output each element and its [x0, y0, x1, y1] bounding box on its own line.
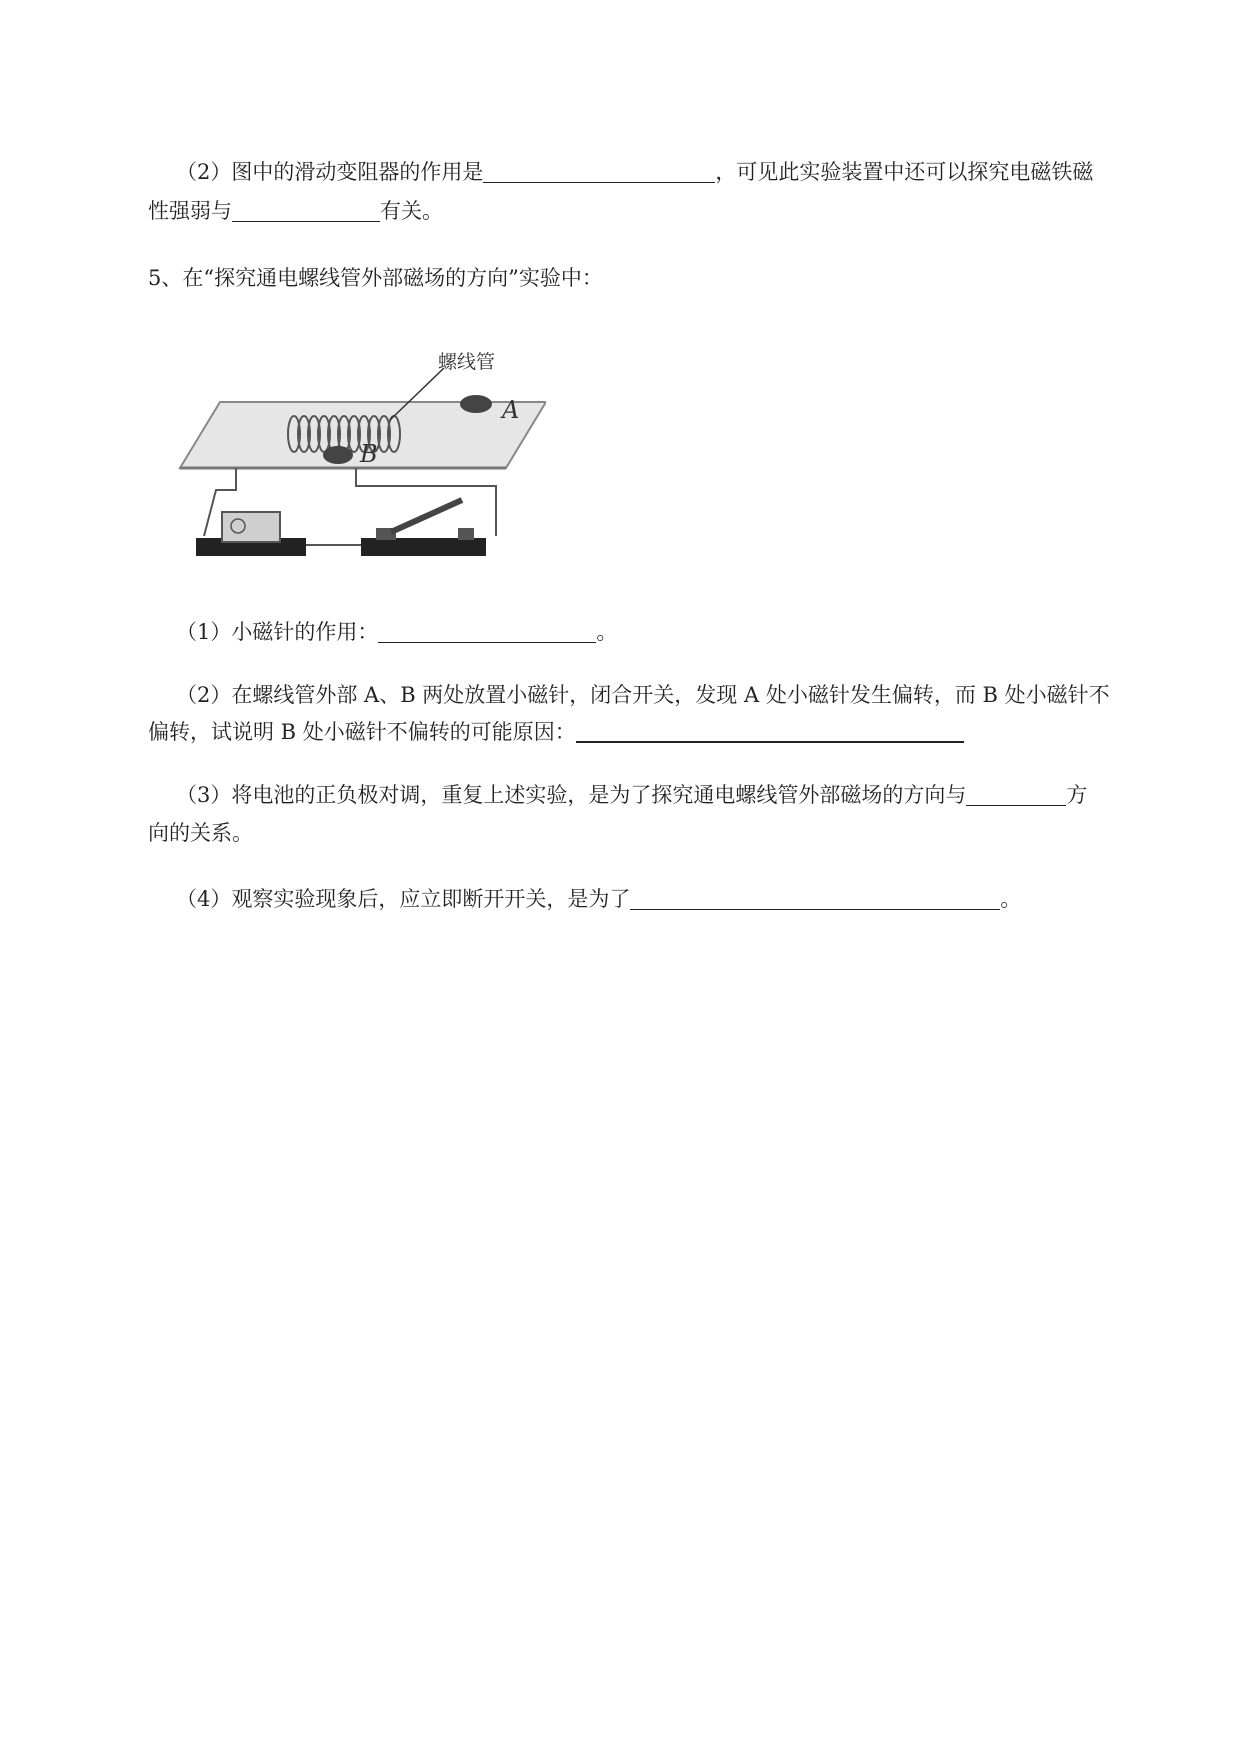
- q4-part2-text2: 性强弱与: [148, 199, 232, 223]
- q4-part2-text2-after: 有关。: [380, 199, 443, 223]
- q5-part2-text: 偏转，试说明 B 处小磁针不偏转的可能原因：: [148, 720, 576, 744]
- answer-blank[interactable]: [966, 783, 1066, 806]
- q5-part3-text-after: 方: [1066, 783, 1088, 807]
- q5-part4-end: 。: [1000, 887, 1022, 911]
- answer-blank[interactable]: [378, 620, 596, 643]
- q4-part2-line1: [176, 157, 1093, 187]
- q5-part1: [176, 617, 617, 647]
- q4-part2-line2: [148, 196, 443, 226]
- coil-label: 螺线管: [438, 351, 496, 373]
- q4-part2-text: （2）图中的滑动变阻器的作用是: [176, 160, 484, 184]
- q5-part2-line2: [148, 717, 964, 747]
- compass-a-label: A: [502, 396, 520, 424]
- q5-part1-text: （1）小磁针的作用：: [176, 620, 379, 644]
- q4-part2-text-after: ，可见此实验装置中还可以探究电磁铁磁: [715, 160, 1094, 184]
- apparatus-illustration: [176, 340, 546, 576]
- solenoid-apparatus-figure: [176, 340, 546, 576]
- answer-blank[interactable]: [232, 199, 380, 222]
- q5-part1-end: 。: [596, 620, 618, 644]
- q5-part3-line1: [176, 780, 1087, 810]
- q5-part4: [176, 884, 1021, 914]
- answer-blank[interactable]: [576, 719, 964, 743]
- answer-blank[interactable]: [630, 887, 1000, 910]
- answer-blank[interactable]: [483, 160, 715, 183]
- compass-b-label: B: [360, 440, 378, 468]
- q5-heading: 5、在“探究通电螺线管外部磁场的方向”实验中：: [148, 266, 603, 290]
- q5-part3-line2: 向的关系。: [148, 821, 253, 845]
- q5-part4-text: （4）观察实验现象后，应立即断开开关，是为了: [176, 887, 631, 911]
- q5-part3-text: （3）将电池的正负极对调，重复上述实验，是为了探究通电螺线管外部磁场的方向与: [176, 783, 967, 807]
- q5-part2-line1: （2）在螺线管外部 A、B 两处放置小磁针，闭合开关，发现 A 处小磁针发生偏转，而 B 处小磁针不: [176, 683, 1110, 707]
